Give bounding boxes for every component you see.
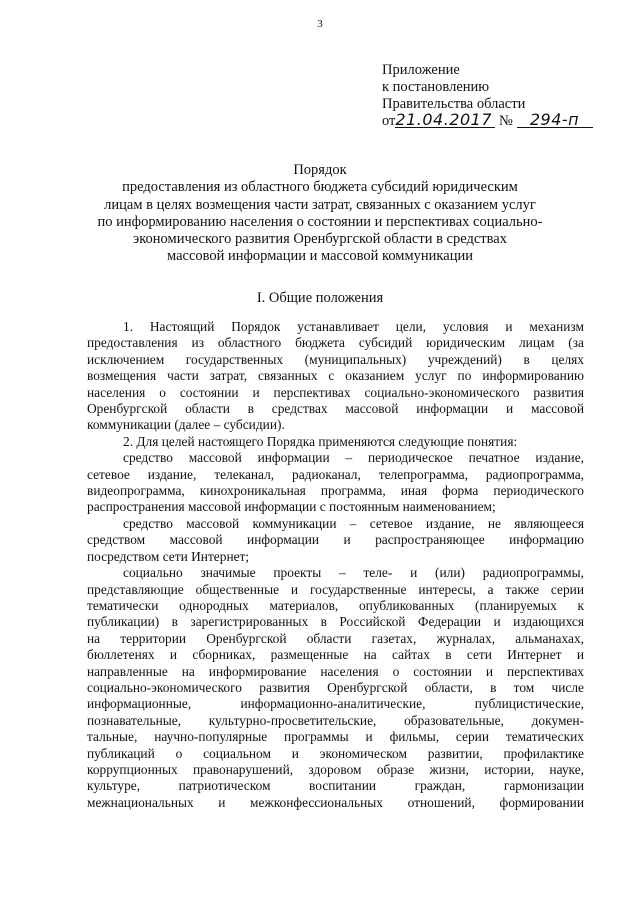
body-line: предоставления из областного бюджета субсидий юридическим лицам (за <box>87 335 584 351</box>
body-line: информационные, информационно-аналитические, публицистические, <box>87 696 584 712</box>
body-line: 2. Для целей настоящего Порядка применяются следующие понятия: <box>123 433 518 449</box>
date-prefix: от <box>382 113 396 129</box>
body-line: познавательные, культурно-просветительские, образовательные, докумен- <box>87 712 584 728</box>
body-line: средством массовой информации и распространяющее информацию <box>87 532 584 548</box>
title-line: по информированию населения о состоянии и перспективах социально- <box>97 213 543 230</box>
approval-block <box>382 62 622 130</box>
body-line: посредством сети Интернет; <box>87 548 250 564</box>
approval-date-line <box>382 110 622 130</box>
title-line: лицам в целях возмещения части затрат, связанных с оказанием услуг <box>104 196 536 213</box>
body-line: исключением государственных (муниципальных) учреждений) в целях <box>87 351 584 367</box>
body-line: направленные на информирование населения о состоянии и перспективах <box>87 663 584 679</box>
body-line: сетевое издание, телеканал, радиоканал, телепрограмма, радиопрограмма, <box>87 466 584 482</box>
title-line: предоставления из областного бюджета субсидий юридическим <box>122 179 518 196</box>
body-line: коммуникации (далее – субсидии). <box>87 417 285 433</box>
body-line: межнациональных и межконфессиональных отношений, формировании <box>87 794 584 810</box>
body-line: социально-экономического развития Оренбургской области, в том числе <box>87 679 584 695</box>
title-line: экономического развития Оренбургской области в средствах <box>133 231 507 248</box>
section-heading: I. Общие положения <box>256 290 384 306</box>
body-line: коррупционных правонарушений, здоровом образе жизни, истории, науке, <box>87 761 584 777</box>
body-line: тематически однородных материалов, опубликованных (планируемых к <box>87 597 584 613</box>
body-line: населения о состоянии и перспективах социально-экономического развития <box>87 384 584 400</box>
handwritten-date: 21.04.2017 <box>395 113 495 128</box>
body-line: распространения массовой информации с постоянным наименованием; <box>87 499 496 515</box>
body-line: на территории Оренбургской области газетах, журналах, альманахах, <box>87 630 584 646</box>
body-line: публикаций о социальном и экономическом развитии, профилактике <box>87 745 584 761</box>
body-line: возмещения части затрат, связанных с оказанием услуг по информированию <box>87 368 584 384</box>
title-heading: Порядок <box>293 162 347 178</box>
body-line: средство массовой коммуникации – сетевое издание, не являющееся <box>123 515 584 531</box>
body-line: Оренбургской области в средствах массовой информации и массовой <box>87 401 584 417</box>
approval-line-2: к постановлению <box>382 79 490 95</box>
body-line: бюллетенях и сборниках, размещенные на сайтах в сети Интернет и <box>87 647 584 663</box>
document-body <box>87 319 584 811</box>
handwritten-number: 294-п <box>517 113 593 128</box>
number-sign: № <box>499 113 513 129</box>
document-title <box>0 162 640 266</box>
title-line: массовой информации и массовой коммуникации <box>167 248 473 265</box>
approval-line-3: Правительства области <box>382 96 526 112</box>
body-line: культуре, патриотическом воспитании граждан, гармонизации <box>87 778 584 794</box>
body-line: социально значимые проекты – теле- и (или) радиопрограммы, <box>123 565 584 581</box>
page-number: 3 <box>317 18 323 30</box>
body-line: тальные, научно-популярные программы и фильмы, серии тематических <box>87 729 584 745</box>
body-line: средство массовой информации – периодическое печатное издание, <box>123 450 584 466</box>
body-line: представляющие общественные и государственные интересы, а также серии <box>87 581 584 597</box>
body-line: видеопрограмма, кинохроникальная программа, иная форма периодического <box>87 483 584 499</box>
body-line: публикации) в зарегистрированных в Российской Федерации и издающихся <box>87 614 584 630</box>
body-line: 1. Настоящий Порядок устанавливает цели, условия и механизм <box>123 319 584 334</box>
approval-line-1: Приложение <box>382 62 460 78</box>
